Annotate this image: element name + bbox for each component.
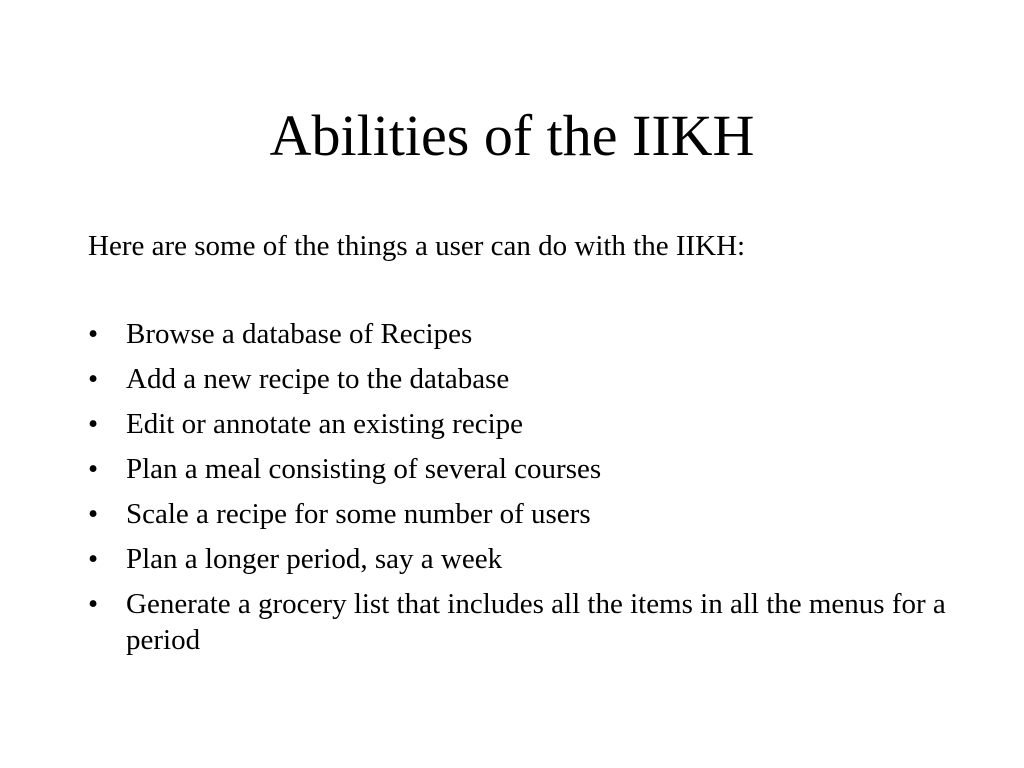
- bullet-icon: •: [88, 498, 99, 530]
- bullet-item-browse: [88, 316, 948, 352]
- bullet-text: Generate a grocery list that includes all the items in all the menus for a period: [126, 588, 946, 656]
- bullet-item-grocery: [88, 586, 948, 658]
- bullet-icon: •: [88, 408, 99, 440]
- bullet-item-plan-period: [88, 541, 948, 577]
- bullet-icon: •: [88, 363, 99, 395]
- bullet-item-plan-meal: [88, 451, 948, 487]
- bullet-icon: •: [88, 588, 99, 620]
- bullet-text: Plan a longer period, say a week: [126, 543, 503, 575]
- bullet-item-edit: [88, 406, 948, 442]
- slide-title: Abilities of the IIKH: [269, 103, 755, 168]
- bullet-text: Edit or annotate an existing recipe: [126, 408, 523, 440]
- intro-text: Here are some of the things a user can do with the IIKH:: [88, 230, 746, 262]
- bullet-text: Browse a database of Recipes: [126, 318, 473, 350]
- bullet-text: Add a new recipe to the database: [126, 363, 510, 395]
- bullet-item-add: [88, 361, 948, 397]
- bullet-icon: •: [88, 318, 99, 350]
- bullet-item-scale: [88, 496, 948, 532]
- bullet-text: Plan a meal consisting of several courses: [126, 453, 602, 485]
- bullet-list: [88, 316, 948, 667]
- bullet-text: Scale a recipe for some number of users: [126, 498, 591, 530]
- bullet-icon: •: [88, 453, 99, 485]
- bullet-icon: •: [88, 543, 99, 575]
